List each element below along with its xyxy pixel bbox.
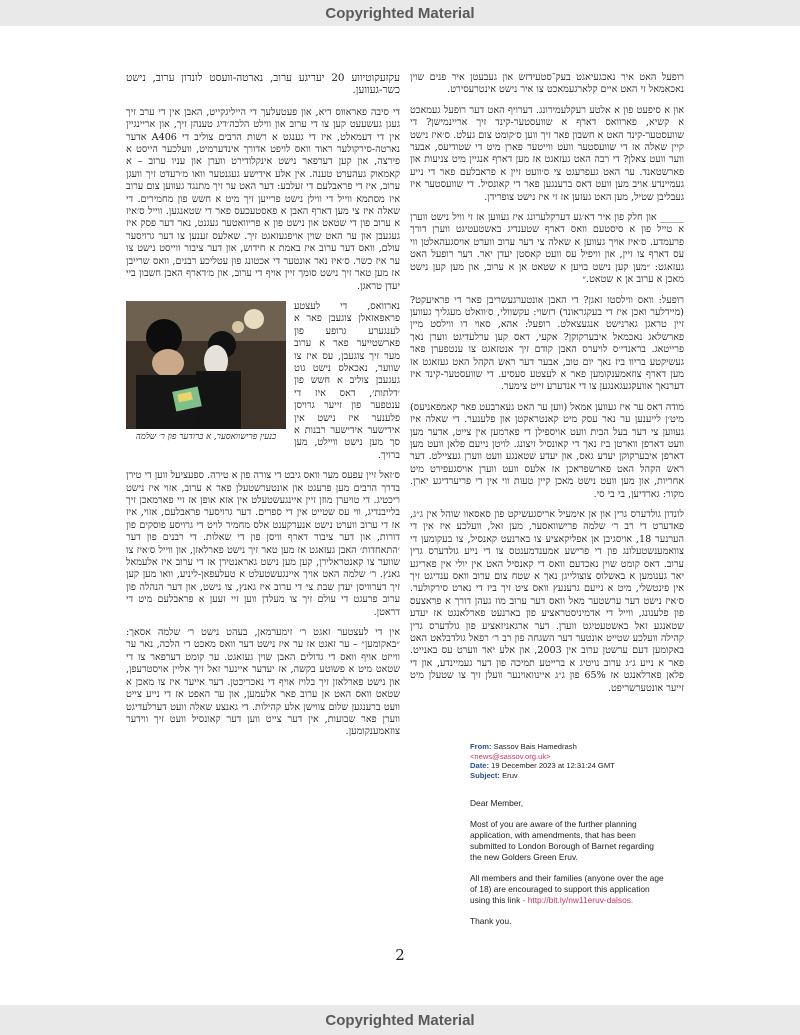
email-from-label: From:	[470, 742, 492, 751]
left-column	[126, 72, 400, 747]
article-paragraph: און א סיפעט פון א אלטע רעקלעמירונג. דערויף האט דער רופעל געמאכט א קשיא, פארוואס דארף א שוועסטער-קינד זיך אריינמישן? די שוועסטער-קינד האט א חשבון פאר זיך ווען ס׳קומט צום געלט. ס׳איז נישט קיין שאלה אז די שוועסטער וועט ווייטער פארן מיט די שטודיעס, אבער ווער וועט צאלן? די רבה האט געזאגט אז מען דארף אנגיין מיט צניעות און פארשטאנד. ער האט געפרעגט צי ס׳וועט זיין א פראבלעם פאר די נייע געמיינדע אויב מען וועט דאס ברענגען פאר די קאונסיל. די שוועסטער איז געבליבן שטיל, מען האט געזען אז זי איז נישט צופרידן.	[410, 104, 684, 203]
article-paragraph: מודה דאס ער איז געווען אמאל (ווען ער האט געארבעט פאר קאמפאניעס) מיט׳ן לייענען ער נאר עסק מיט קאנטראקטן און פלענער. די שאלה איז געווען צי דער בעל הבית וועט אויספילן די פארמען אין צייט, אדער מען וועט דארפן ווארטן ביז נאך די קאונסיל זיצונג. לויטן נייעם פלאן וועט מען דארפן איבערקוקן יעדע גאס, און יעדע שטאנגע וועט ווערן געציילט. דער ראש הקהל האט פארשפראכן אז אלעס וועט ווערן אויסגעפירט מיט אחריות, און מען וועט נישט מאכן קיין טעות ווי אין די פריערדיגע יארן. מקור: גארדיען, בי בי סי.	[410, 401, 684, 500]
email-paragraph: All members and their families (anyone over the age of 18) are encouraged to support this application using this link	[470, 873, 664, 906]
article-paragraph: רופעל האט איר נאכגעיאגט בעק־סטעידזש און געבעטן איר פנים שוין נאכאמאל זי האט איים קלארגעמאכט צו איר נישט אינטרעסירט.	[410, 72, 684, 96]
email-closing: Thank you.	[470, 916, 512, 927]
email-paragraph: Most of you are aware of the further planning application, with amendments, that has been submitted to London Borough of Barnet regarding the new Golders Green Eruv.	[470, 819, 654, 863]
photo-caption: כנעין פרישוואסער, א ברודער פון ר׳ שלמה	[135, 431, 277, 442]
email-date: 19 December 2023 at 12:31:24 GMT	[491, 761, 615, 771]
email-body	[470, 798, 666, 927]
email-date-label: Date:	[470, 761, 489, 771]
article-paragraph: נארוואס, די לעצטע פראפאזאלן צוגעבן פאר א לענגערע גרופע פון פארשטייער פאר א ערוב מער זיך צוגעבן, עס איז צו שווער, נאכאלס נישט גוט געגעבן צוליב א חשש פון ׳דלתות׳, דאס איז די ענטפער פון זייער גרויסן פלענער איז נישט אין אידישער אידישער רבנות א סך מען נישט וויילט, מען ברויך.	[294, 300, 400, 461]
email-from-name: Sassov Bais Hamedrash	[493, 742, 577, 751]
article-paragraph: די סיבה פאראווס דיא, און פעטעלעך די הייליגקייט, האבן אין די ערב זיך געגן געשעעט קען צו די ערוב און ווילט הלכה׳דיג טענהן זיך, און אריינגיין אין די דעמאלט, איז די גענגט א רשות הרבים צוליב די A406 אדער נארטה-סירקולער ראוד וואס לויפט אדורך אינדערמיט, וועלכער הייסט א פירצה, און קען דערפאר נישט אינקלודירט ווערן און עניו ערוב – א קאמאוק געהערט טענה. אין אלע אידישע געגנטער וואו מ׳רעדט זיך וועגן ערוב, איז די פראבלעם די זעלבע: דער האט ער זיך מתנגד געווען צום ערוב איז מסתמא ווייל די ווילן נישט פרייען זיך מיט א חשש פון מחמירים. די שאלה איז צי מען דארף האבן א פאסטעכעס פאר די שטאנגען. ווייל ס׳איז א ערוב פון די שטאט און נישט פון א פריוואטער געגנט, נאר דער פסק איז געגעבן און ער האט שוין אויפגעזאגט זיך. שאלעס זענען צו דער גרויסער עולם, וואס דער ערוב איז באמת א חידוש, און דער ציבור ווייסט נישט צו ער איז כשר. ס׳איז נאר אונטער די אכטונג פון עטליכע רבנים, וואס שרייבן אז מען טאר זיך נישט סומך זיין אויף די ערוב, און מ׳דארף האבן חשבון ביי יעדן טראגן.	[126, 106, 400, 292]
article-paragraph: אין די לעצטער זאגט ר׳ זימערמאן, בעהט נישט ר׳ שלמה אסאך: ״באקומען״ – ער זאגט אז ער איז נישט דער וואס מאכט די הלכה, נאר ער ווייזט אויף וואס די גדולים האבן שוין געזאגט. ער קומט דערפאר צו די שטאט מיט א פשוטע בקשה, אז יעדער איינער זאל זיך אליין אויסטרעפן, און נישט פארלאזן זיך בלויז אויף די נאכריכטן. דער אייער איז צו מאכן א שטאט וואס האט אן ערוב פאר אלעמען, און ער האפט אז די נייע צייט וועט ברענגען שלום צווישן אלע קהילות. די גאנצע שאלה וועט דערלעדיגט ווערן פאר שבועות, אין דער צייט ווען דער קאונסיל וועט זיך ווידער צוזאמענקומען.	[126, 627, 400, 738]
email-screenshot	[470, 742, 666, 937]
email-link: - http://bit.ly/nw11eruv-dalsos.	[522, 895, 634, 906]
right-column	[410, 72, 684, 703]
email-greeting: Dear Member,	[470, 798, 524, 809]
email-from-address: <news@sassov.org.uk>	[470, 751, 551, 761]
email-subject: Eruv	[502, 770, 518, 780]
article-paragraph: לונדון גולדערס גרין און אן אימעיל אריסגעשיקט פון סאסאוו שוהל אין ג״ג, פאדערט די רב ר׳ שלמה פרישוואסער, מען זאל, וועלכע איז אין די הערנער 18, אויסגיבן אן אפליקאציע צו בארנעט קאנסיל, צו בעקומען די צוואמענשטעלונג פון די פרישע אמענדמענטס צו די נייע גולדערס גרין ערוב. דאס קומט שוין נאכדעם וואס די קאנסיל האט אין יולי אין פאריגע יאר גענומען א באשלוס צוצולייגן נאך א שטח צום ערוב וואס ענדיגט זיך אין פינטשלי, מיט א נייעם גרענעץ וואס ציט זיך ביז די נארט סירקולער. ס׳איז נישט דער ערשטער מאל וואס דער ערוב מוז געהן דורך א פראצעס פון פלענונג, ווייל די אדמיניסטראציע פון בארנעט פארלאנגט אז יעדע שטאנגע זאל באשטעטיגט ווערן. דער ארגאניזאציע פון גולדערס גרין קהילה וועלכע שטייט אונטער דער השגחה פון רב ר׳ רפאל גולדבלאט האט באקומען דעם ערשטן ערוב אין 2003, און אלע יאר ווערט עס באנייט. פאר א נייע ג״ג ערוב נויטיג א ברייטע תמיכה פון דער געמיינדע, און די פלאן פארלאנגט אז 65% פון ג״ג איינוואוינער וועלן זיך צו שטעלן מיט זייער אונטערשריפט.	[410, 509, 684, 694]
article-paragraph: _____ און חלק פון איר דא׳גע דערקלערונג איז געווען אז זי וויל נישט ווערן א טייל פון א סיסטעם וואס דארף שטענדיג באשטעטיגט ווערן דורך פרעמדע. ס׳איז אויך געווען א שאלה צי דער ערוב ווערט אויסגעהאלטן ווי עס דארף צו זיין, און וויפיל עס וועט קאסטן יעדן יאר. דער רופעל האט געזאגט: ״מען קען נישט בויען א שטאט אן א ערוב, און מען קען נישט מאכן א ערוב אן א שטאט.״	[410, 212, 684, 286]
email-subject-label: Subject:	[470, 770, 500, 780]
copyright-text: Copyrighted Material	[325, 4, 475, 22]
rabbi-photo	[126, 301, 286, 429]
page-number: 2	[395, 946, 405, 964]
copyright-banner-top	[0, 0, 800, 26]
email-header	[470, 742, 666, 780]
article-paragraph: רופעל: וואס ווילסטו זאגן? די האבן אונטערגעשריבן פאר די פראיעקט? (מיידלער ואכן איז די בעקגראונד) דזשוי: עקשוולי, ס׳וואלט מעגליך געווען זיין טראגן גארנישט אנגעצאלט. רופעל: אהא, סאוי דו ווילסט מיין פארשלאג נאכמאל איבערקוקן? אקעי, דאס קען ערלעדיגט ווערן נאך פרייטאג. בראנדי׳ס לויערס האבן קודם זיך אנטזאגט צו ענטפערן פאר געשיקטע בריוו ביז נאך יום טוב, אבער דער ראש הקהל האט געזאגט אז מען דארף צוזאמענקומען פאר א לעצטע סעסיע. די שוועסטער-קינד איז דערנאך אוועקגעגאנגען צו די אנדערע זייט צימער.	[410, 294, 684, 393]
copyright-text: Copyrighted Material	[325, 1011, 475, 1029]
article-paragraph: ס׳זאל זיין עפעס מער וואס גיבט די צורה פון א טירה. ספעציעל ווען די טירן בדרך הרבים מען פרעגט און אונטערשטעלן פאר א ערוב, אזוי איז נישט ריכטיג. די טויערן מוזן זיין איינגעשטעלט אין אזא אופן אז זיי פארמאכן זיך בלייבנדיג, ווי עס שטייט אין די ספרים. דער גרויסער פראבלעם, אזוי, איז אז די ערוב ווערט נישט אנערקענט אלס מחמיר לויט די גרויסע פוסקים פון דורות, און דער ציבור דארף וויסן פון די שאלות. די רבנים פון דער ׳התאחדות׳ האבן געזאגט אז מען טאר זיך נישט פארלאזן, און ווייל ס׳איז צו שווער צו קאנטראלירן, קען מען נישט גאראנטירן אז די ערוב איז אלעמאל גאנץ. ר׳ שלמה האט אויך איינגעשטעלט א טעלעפאן-ליניע, וואו מען קען זיך דערוויסן יעדן שבת צי די ערוב איז גאנץ, צו נישט, און דער הנהלה פון ערוב פרעגט די עולם זיך צו מעלדן ווען זיי זעען א פראבלעם מיט די דראטן.	[126, 470, 400, 618]
copyright-banner-bottom	[0, 1005, 800, 1035]
photo-figure	[126, 301, 286, 443]
article-lead: עקזעקוטיווע 20 יעריגע ערוב, נארטה-וועסט לונדון ערוב, נישט כשר-געווען.	[126, 72, 400, 97]
